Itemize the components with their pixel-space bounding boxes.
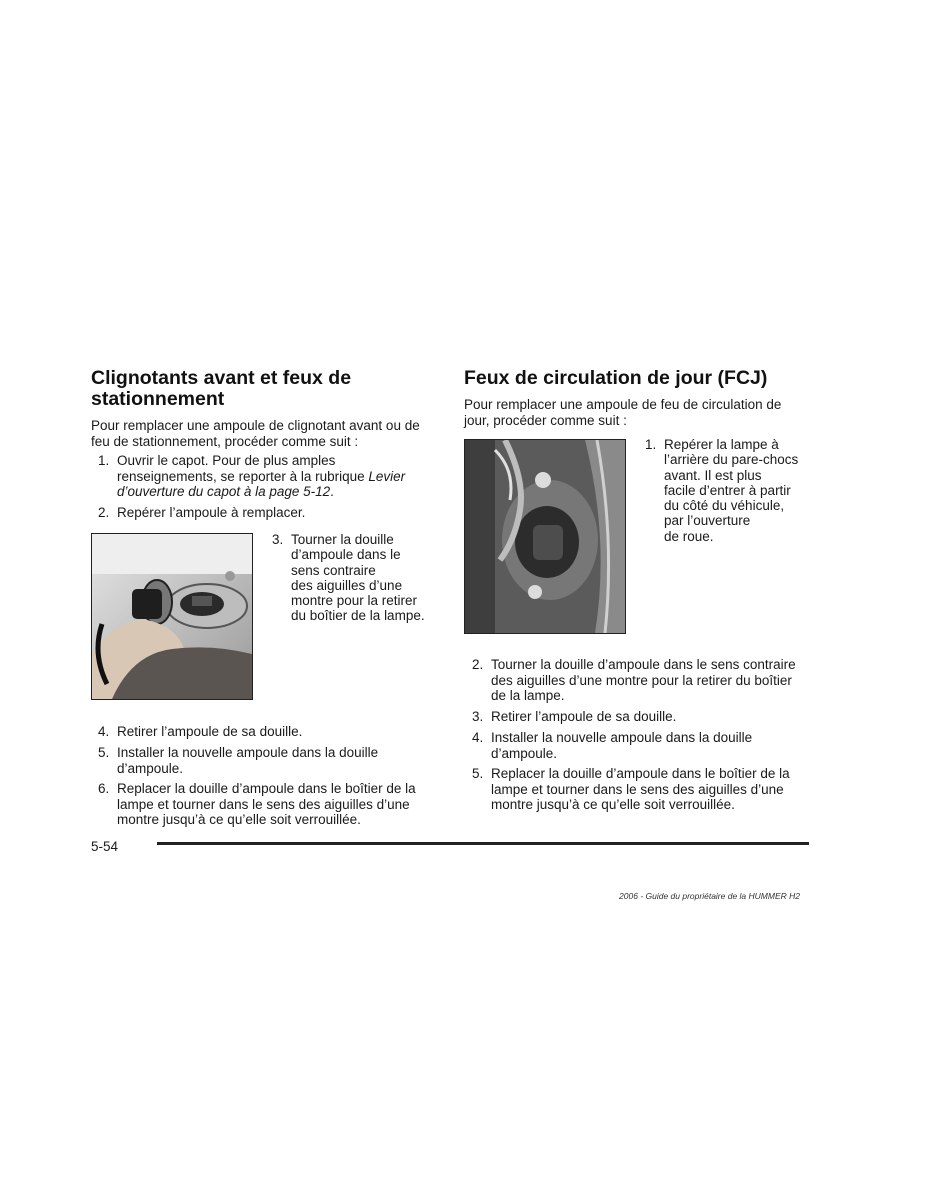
intro-paragraph	[464, 397, 814, 428]
section-title-turn-signals	[91, 368, 436, 410]
footer-rule	[157, 842, 809, 845]
step-number: 1.	[645, 437, 657, 452]
step-item	[272, 532, 442, 624]
step-number: 5.	[98, 745, 110, 760]
step-item	[472, 657, 812, 704]
step-item	[98, 745, 438, 776]
step-text: Retirer l’ampoule de sa douille.	[117, 724, 303, 739]
step-text: Tourner la douille d’ampoule dans le sens contraire des aiguilles d’une montre pour la retirer du boîtier de la lampe.	[491, 657, 796, 703]
step-number: 4.	[472, 730, 484, 745]
step-item	[472, 709, 812, 725]
photo-drl-lamp	[464, 439, 626, 634]
intro-line: jour, procéder comme suit :	[464, 412, 627, 428]
step-item	[645, 437, 815, 544]
step-text: Retirer l’ampoule de sa douille.	[491, 709, 677, 724]
step-number: 3.	[272, 532, 284, 547]
step-item	[472, 730, 812, 761]
title-line: Clignotants avant et feux de	[91, 367, 352, 389]
step-text: Tourner la douille d’ampoule dans le sens contraire des aiguilles d’une montre pour la retirer du boîtier de la lampe.	[291, 532, 425, 624]
step-item	[98, 453, 438, 500]
step-item	[472, 766, 812, 813]
photo-illustration	[92, 534, 252, 699]
photo-turn-signal-socket	[91, 533, 253, 700]
intro-paragraph	[91, 418, 436, 449]
intro-line: Pour remplacer une ampoule de clignotant avant ou de	[91, 418, 420, 433]
photo-illustration	[465, 440, 625, 633]
step-text: Repérer la lampe à l’arrière du pare-chocs avant. Il est plus facile d’entrer à partir du côté du véhicule, par l’ouverture de roue.	[664, 437, 799, 544]
title-line: stationnement	[91, 388, 225, 410]
intro-line: Pour remplacer une ampoule de feu de circulation de	[464, 397, 782, 412]
step-number: 5.	[472, 766, 484, 781]
step-item	[98, 505, 438, 521]
right-column	[464, 368, 814, 428]
step-number: 2.	[472, 657, 484, 672]
footer-text: 2006 - Guide du propriétaire de la HUMMER H2	[619, 891, 800, 901]
step-text: Repérer l’ampoule à remplacer.	[117, 505, 306, 520]
step-number: 1.	[98, 453, 110, 468]
step-number: 6.	[98, 781, 110, 796]
step-text: Installer la nouvelle ampoule dans la douille d’ampoule.	[491, 730, 753, 761]
step-number: 3.	[472, 709, 484, 724]
step-item	[98, 724, 438, 740]
intro-line: feu de stationnement, procéder comme suit :	[91, 433, 359, 449]
step-number: 2.	[98, 505, 110, 520]
page-number: 5-54	[91, 839, 119, 854]
step-text: Replacer la douille d’ampoule dans le boîtier de la lampe et tourner dans le sens des aiguilles d’une montre jusqu’à ce qu’elle soit verrouillée.	[491, 766, 790, 812]
step-text: Ouvrir le capot. Pour de plus amples renseignements, se reporter à la rubrique Levier d’ouverture du capot à la page 5-12.	[117, 453, 406, 499]
step-item	[98, 781, 438, 828]
section-title-drl: Feux de circulation de jour (FCJ)	[464, 367, 768, 389]
step-text: Replacer la douille d’ampoule dans le boîtier de la lampe et tourner dans le sens des aiguilles d’une montre jusqu’à ce qu’elle soit verrouillée.	[117, 781, 416, 827]
step-number: 4.	[98, 724, 110, 739]
step-text: Installer la nouvelle ampoule dans la douille d’ampoule.	[117, 745, 379, 776]
left-column	[91, 368, 436, 449]
